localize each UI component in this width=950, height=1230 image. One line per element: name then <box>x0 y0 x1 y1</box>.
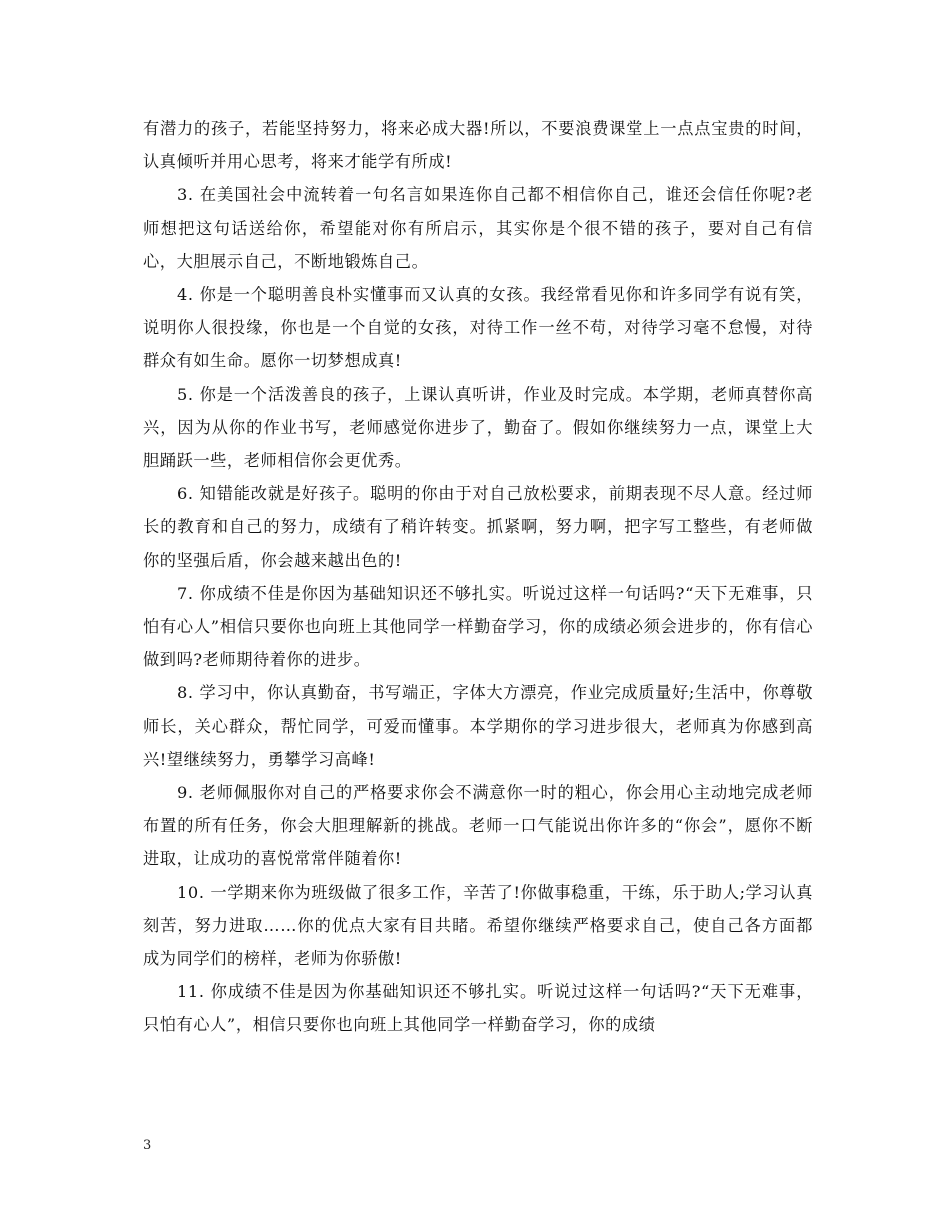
paragraph-item-8: 8. 学习中，你认真勤奋，书写端正，字体大方漂亮，作业完成质量好;生活中，你尊敬师长，关心群众，帮忙同学，可爱而懂事。本学期你的学习进步很大，老师真为你感到高兴!望继续努力，勇攀学习高峰! <box>143 683 813 769</box>
paragraph-item-10: 10. 一学期来你为班级做了很多工作，辛苦了!你做事稳重，干练，乐于助人;学习认真刻苦，努力进取……你的优点大家有目共睹。希望你继续严格要求自己，使自己各方面都成为同学们的榜样，老师为你骄傲! <box>143 882 813 969</box>
document-body <box>143 112 813 1042</box>
paragraph-item-4: 4. 你是一个聪明善良朴实懂事而又认真的女孩。我经常看见你和许多同学有说有笑，说明你人很投缘，你也是一个自觉的女孩，对待工作一丝不苟，对待学习毫不怠慢，对待群众有如生命。愿你一切梦想成真! <box>143 285 813 371</box>
paragraph-item-5: 5. 你是一个活泼善良的孩子，上课认真听讲，作业及时完成。本学期，老师真替你高兴，因为从你的作业书写，老师感觉你进步了，勤奋了。假如你继续努力一点，课堂上大胆踊跃一些，老师相信你会更优秀。 <box>143 384 813 471</box>
paragraph-item-3: 3. 在美国社会中流转着一句名言如果连你自己都不相信你自己，谁还会信任你呢?老师想把这句话送给你，希望能对你有所启示，其实你是个很不错的孩子，要对自己有信心，大胆展示自己，不断地锻炼自己。 <box>143 185 813 271</box>
page-number: 3 <box>143 1138 152 1153</box>
paragraph-item-6: 6. 知错能改就是好孩子。聪明的你由于对自己放松要求，前期表现不尽人意。经过师长的教育和自己的努力，成绩有了稍许转变。抓紧啊，努力啊，把字写工整些，有老师做你的坚强后盾，你会越来越出色的! <box>143 484 813 570</box>
paragraph-item-11: 11. 你成绩不佳是因为你基础知识还不够扎实。听说过这样一句话吗?“天下无难事，只怕有心人”，相信只要你也向班上其他同学一样勤奋学习，你的成绩 <box>143 982 813 1035</box>
paragraph-item-7: 7. 你成绩不佳是你因为基础知识还不够扎实。听说过这样一句话吗?“天下无难事，只怕有心人”相信只要你也向班上其他同学一样勤奋学习，你的成绩必须会进步的，你有信心做到吗?老师期待着你的进步。 <box>143 583 813 670</box>
paragraph-item-9: 9. 老师佩服你对自己的严格要求你会不满意你一时的粗心，你会用心主动地完成老师布置的所有任务，你会大胆理解新的挑战。老师一口气能说出你许多的“你会”，愿你不断进取，让成功的喜悦常常伴随着你! <box>143 783 813 869</box>
paragraph-continuation: 有潜力的孩子，若能坚持努力，将来必成大器!所以，不要浪费课堂上一点点宝贵的时间，认真倾听并用心思考，将来才能学有所成! <box>143 119 813 172</box>
